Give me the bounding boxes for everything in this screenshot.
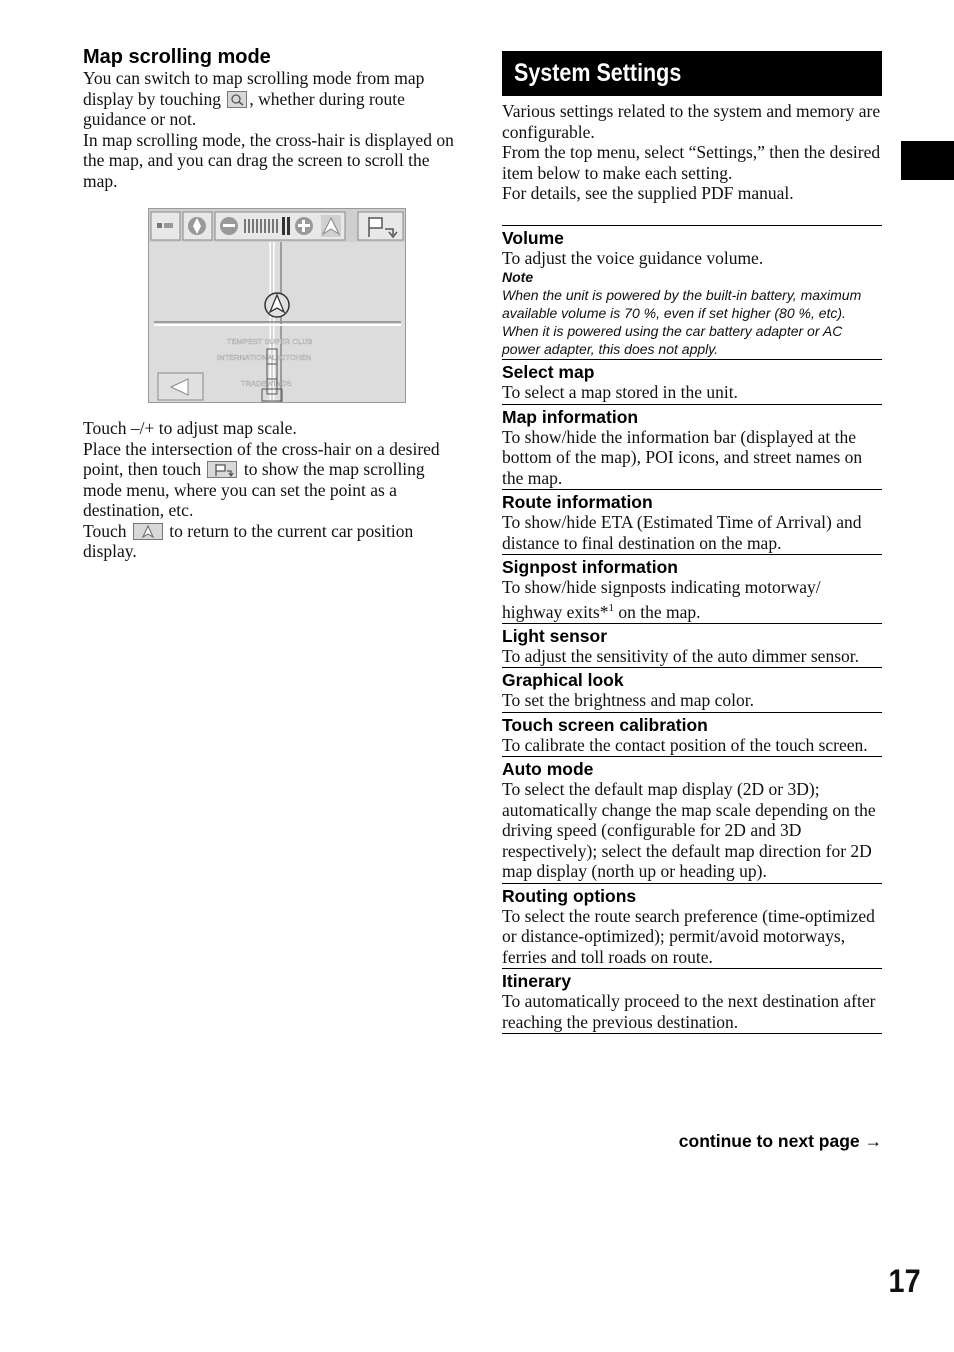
text: to return to the current car position display. bbox=[83, 520, 414, 561]
setting-desc: To set the brightness and map color. bbox=[502, 690, 754, 711]
setting-title: Volume bbox=[502, 227, 564, 248]
setting-title: Select map bbox=[502, 362, 595, 382]
map-poi-label: INTERNATIONAL KITCHEN bbox=[217, 353, 312, 362]
map-poi-label: TEMPEST SUPER CLUB bbox=[227, 337, 313, 346]
setting-route-information bbox=[502, 490, 882, 554]
setting-touch-screen-calibration bbox=[502, 713, 882, 757]
setting-select-map bbox=[502, 360, 882, 404]
paragraph bbox=[83, 439, 463, 521]
paragraph: Touch –/+ to adjust map scale. bbox=[83, 418, 297, 438]
flag-icon bbox=[207, 461, 237, 478]
text: You can switch to map scrolling mode from map display by touching bbox=[83, 68, 425, 109]
setting-auto-mode bbox=[502, 757, 882, 883]
text: Touch bbox=[83, 520, 127, 541]
divider bbox=[502, 1033, 882, 1034]
setting-title: Touch screen calibration bbox=[502, 714, 708, 735]
setting-title: Itinerary bbox=[502, 971, 572, 992]
continue-label: continue to next page → bbox=[678, 1131, 882, 1151]
map-screenshot bbox=[148, 208, 406, 403]
setting-desc: To select a map stored in the unit. bbox=[502, 382, 738, 402]
paragraph: Various settings related to the system and memory are configurable. bbox=[502, 101, 881, 142]
chapter-tab bbox=[901, 141, 954, 180]
setting-desc: To automatically proceed to the next destination after reaching the previous destination. bbox=[502, 991, 876, 1032]
system-settings-section bbox=[502, 51, 882, 1034]
footnote-marker: 1 bbox=[608, 601, 614, 614]
setting-signpost-information bbox=[502, 555, 882, 623]
setting-routing-options bbox=[502, 884, 882, 969]
setting-desc: To adjust the sensitivity of the auto dimmer sensor. bbox=[502, 645, 859, 666]
setting-title: Light sensor bbox=[502, 625, 608, 646]
setting-desc: To adjust the voice guidance volume. bbox=[502, 247, 764, 268]
paragraph bbox=[83, 68, 463, 130]
paragraph: From the top menu, select “Settings,” then the desired item below to make each setting. bbox=[502, 142, 881, 183]
setting-desc: To select the route search preference (time-optimized or distance-optimized); permit/avoid motorways, ferries and toll roads on route. bbox=[502, 905, 875, 967]
setting-desc: To calibrate the contact position of the touch screen. bbox=[502, 734, 868, 755]
paragraph: In map scrolling mode, the cross-hair is displayed on the map, and you can drag the screen to scroll the map. bbox=[83, 129, 454, 191]
setting-desc: To show/hide the information bar (displayed at the bottom of the map), POI icons, and street names on the map. bbox=[502, 426, 863, 488]
text: Place the intersection of the cross-hair on a desired point, then touch bbox=[83, 438, 440, 479]
car-position-icon bbox=[133, 523, 163, 540]
setting-desc: To show/hide ETA (Estimated Time of Arrival) and distance to final destination on the map. bbox=[502, 512, 862, 553]
paragraph bbox=[83, 521, 463, 562]
note-text: When the unit is powered by the built-in battery, maximum available volume is 70 %, even if set higher (80 %, etc). When it is powered using the car battery adapter or AC power adapter, this does not apply. bbox=[502, 287, 862, 357]
section-body bbox=[83, 68, 463, 191]
setting-desc bbox=[502, 577, 882, 622]
setting-title: Routing options bbox=[502, 885, 637, 906]
setting-graphical-look bbox=[502, 668, 882, 712]
setting-itinerary bbox=[502, 969, 882, 1033]
setting-title: Signpost information bbox=[502, 557, 678, 577]
banner-title: System Settings bbox=[514, 59, 682, 87]
page-number: 17 bbox=[888, 1263, 921, 1299]
setting-title: Auto mode bbox=[502, 759, 594, 780]
text: to show the map scrolling mode menu, where you can set the point as a destination, etc. bbox=[83, 459, 425, 520]
setting-title: Graphical look bbox=[502, 670, 624, 691]
setting-title: Map information bbox=[502, 406, 639, 427]
setting-volume bbox=[502, 226, 882, 360]
text: on the map. bbox=[613, 601, 701, 622]
setting-title: Route information bbox=[502, 492, 653, 512]
setting-map-information bbox=[502, 405, 882, 490]
text: , whether during route guidance or not. bbox=[83, 88, 405, 129]
note-title: Note bbox=[502, 269, 534, 285]
map-poi-label: TRADEWINDS bbox=[241, 379, 292, 388]
section-banner bbox=[502, 51, 882, 96]
text: To show/hide signposts indicating motorway/ highway exits* bbox=[502, 577, 821, 622]
setting-desc: To select the default map display (2D or 3D); automatically change the map scale depending on the driving speed (configurable for 2D and 3D respectively); select the default map direction for 2D map display (north up or heading up). bbox=[502, 779, 876, 882]
setting-light-sensor bbox=[502, 624, 882, 668]
section-title: Map scrolling mode bbox=[83, 46, 271, 68]
map-scrolling-instructions bbox=[83, 418, 463, 562]
intro-text bbox=[502, 101, 882, 204]
map-scroll-icon bbox=[227, 91, 247, 108]
map-scrolling-section bbox=[83, 46, 463, 191]
paragraph: For details, see the supplied PDF manual. bbox=[502, 183, 794, 203]
